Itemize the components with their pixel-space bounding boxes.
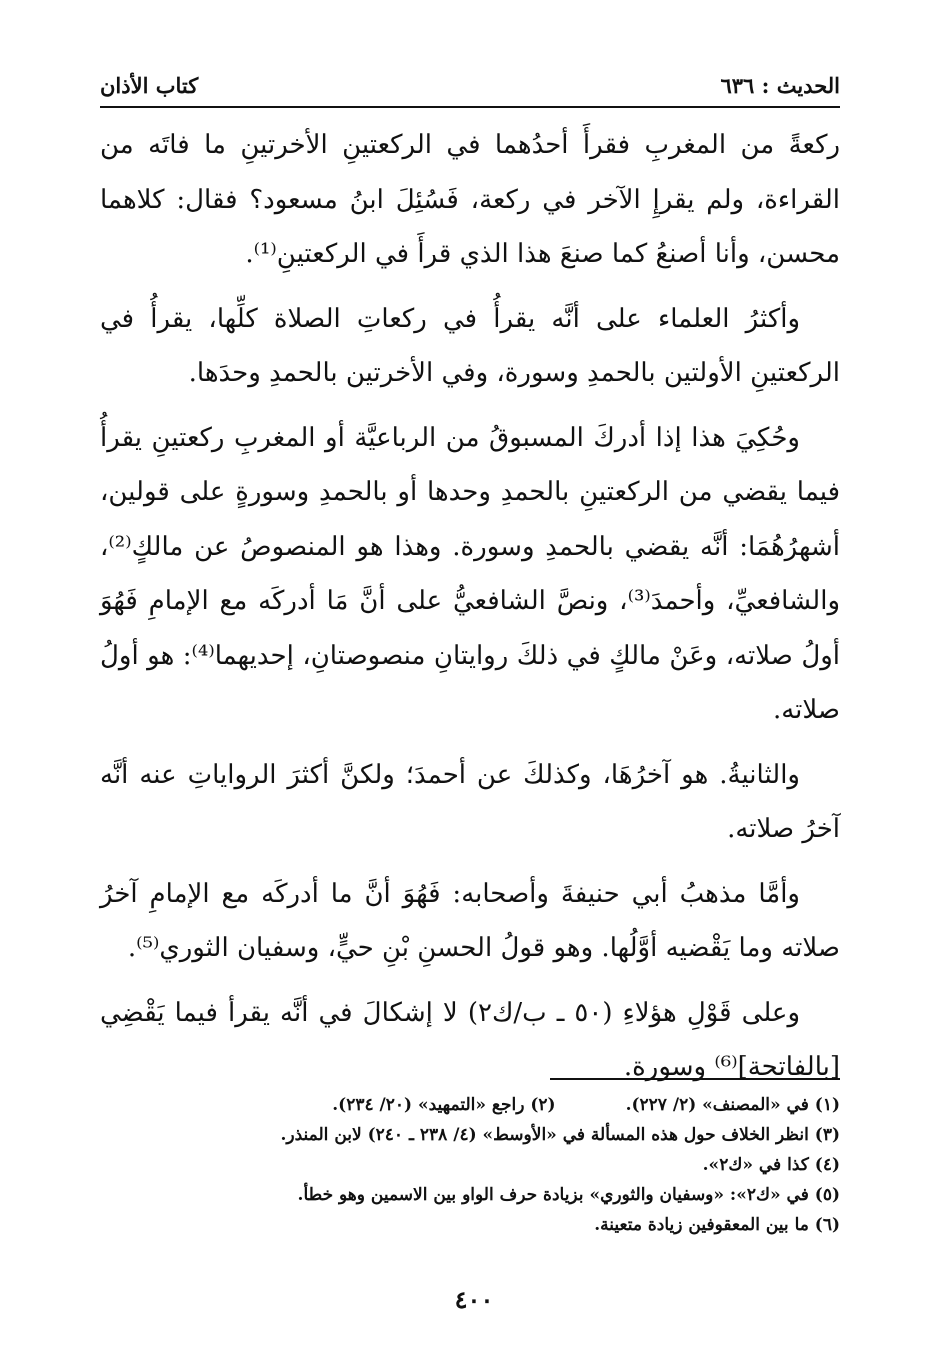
footnote-2: (٢) راجع «التمهيد» (٢٠/ ٢٣٤). (332, 1095, 556, 1115)
footnote-4: (٤) كذا في «ك٢». (702, 1155, 840, 1175)
footnote-6: (٦) ما بين المعقوفين زيادة متعينة. (594, 1215, 840, 1235)
paragraph-5: وأمَّا مذهبُ أبي حنيفةَ وأصحابه: فَهُوَ أنَّ ما أدركَه مع الإمامِ آخرُ صلاته وما يَقْضيه أوَّلُها. وهو قولُ الحسنِ بْنِ حيٍّ، وسفيان الثوري⁽⁵⁾. (100, 878, 840, 963)
hadith-number-label: الحديث : ٦٣٦ (720, 72, 840, 98)
footnote-5: (٥) في «ك٢»: «وسفيان والثوري» بزيادة حرف الواو بين الاسمين وهو خطأ. (297, 1185, 840, 1205)
paragraph-4: والثانيةُ. هو آخرُهَا، وكذلكَ عن أحمدَ؛ ولكنَّ أكثرَ الرواياتِ عنه أنَّه آخرُ صلاته. (100, 759, 840, 844)
paragraph-1: ركعةً من المغربِ فقرأَ أحدُهما في الركعتينِ الأخرتينِ ما فاتَه من القراءة، ولم يقرإِ الآخر في ركعة، فَسُئِلَ ابنُ مسعود؟ فقال: كلاهما محسن، وأنا أصنعُ كما صنعَ هذا الذي قرأَ في الركعتينِ⁽¹⁾. (100, 130, 840, 269)
footnote-row (100, 1090, 840, 1120)
footnotes (100, 1090, 840, 1240)
footnote-3: (٣) انظر الخلاف حول هذه المسألة في «الأوسط» (٤/ ٢٣٨ ـ ٢٤٠) لابن المنذر. (280, 1125, 840, 1145)
page-number: ٤٠٠ (454, 1285, 494, 1314)
paragraph-3: وحُكِيَ هذا إذا أدركَ المسبوقُ من الرباعيَّة أو المغربِ ركعتينِ يقرأُ فيما يقضي من الركعتينِ بالحمدِ وحدها أو بالحمدِ وسورةٍ على قولين، أشهرُهُمَا: أنَّه يقضي بالحمدِ وسورة. وهذا هو المنصوصُ عن مالكٍ⁽²⁾، والشافعيِّ، وأحمدَ⁽³⁾، ونصَّ الشافعيُّ على أنَّ مَا أدركَه مع الإمامِ فَهُوَ أولُ صلاته، وعَنْ مالكٍ في ذلكَ روايتانِ منصوصتانِ، إحديهما⁽⁴⁾: هو أولُ صلاته. (100, 422, 840, 725)
footnote-divider (550, 1078, 840, 1080)
header-divider (100, 106, 840, 108)
paragraph-2: وأكثرُ العلماء على أنَّه يقرأُ في ركعاتِ الصلاة كلِّها، يقرأُ في الركعتينِ الأولتين بالحمدِ وسورة، وفي الأخرتين بالحمدِ وحدَها. (100, 303, 840, 388)
running-header (100, 68, 840, 102)
book-chapter-title: كتاب الأذان (100, 72, 199, 98)
paragraph-6: وعلى قَوْلِ هؤلاءِ (٥٠ ـ ب/ك٢) لا إشكالَ في أنَّه يقرأ فيما يَقْضِي [بالفاتحة]⁽⁶⁾ وسورة. (100, 997, 840, 1082)
main-text (100, 118, 840, 1105)
footnote-1: (١) في «المصنف» (٢/ ٢٢٧). (625, 1095, 840, 1115)
